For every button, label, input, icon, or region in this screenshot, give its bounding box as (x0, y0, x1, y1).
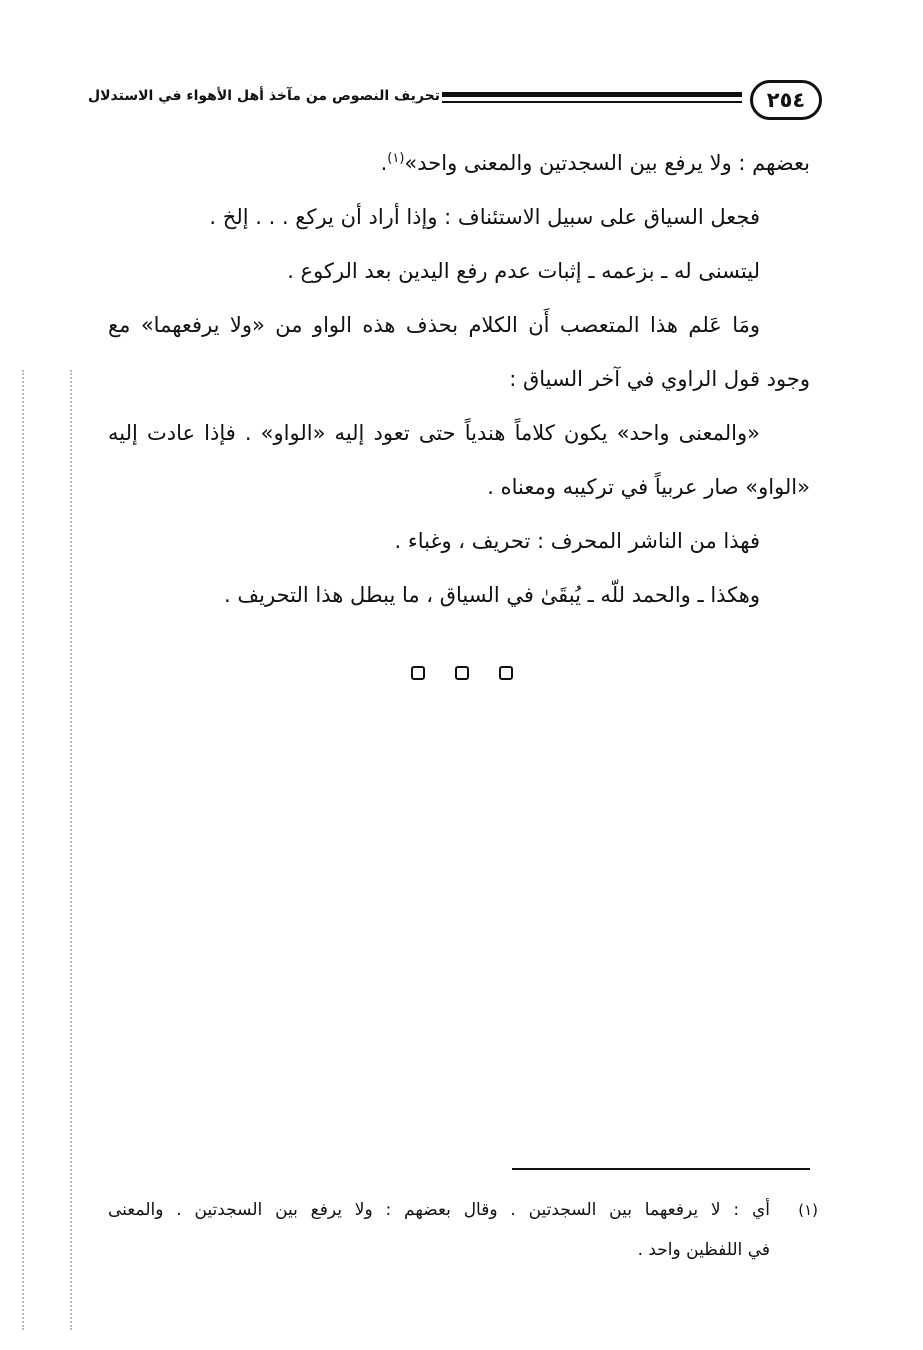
footnote-number: (١) (798, 1201, 818, 1219)
left-margin-dots (22, 370, 24, 1330)
footnote-line-2: في اللفظين واحد . (637, 1240, 770, 1260)
footnote-rule (512, 1168, 810, 1170)
footnote (108, 1190, 818, 1270)
body-line-7: «الواو» صار عربياً في تركيبه ومعناه . (487, 475, 810, 499)
page-number: ٢٥٤ (766, 88, 806, 112)
footnote-line-1: أي : لا يرفعهما بين السجدتين . وقال بعضهم : ولا يرفع بين السجدتين . والمعنى (108, 1200, 770, 1220)
body-line-9: وهكذا ـ والحمد للّه ـ يُبقَىٰ في السياق ، ما يبطل هذا التحريف . (224, 583, 760, 607)
body-line-8: فهذا من الناشر المحرف : تحريف ، وغباء . (394, 529, 760, 553)
body-line-6: «والمعنى واحد» يكون كلاماً هندياً حتى تعود إليه «الواو» . فإذا عادت إليه (108, 421, 760, 445)
body-line-1-text: بعضهم : ولا يرفع بين السجدتين والمعنى واحد» (404, 151, 810, 175)
separator-box-icon (455, 666, 469, 680)
header-rule (442, 92, 742, 106)
header-rule-thin (442, 101, 742, 103)
body-text (108, 136, 810, 622)
body-line-1 (108, 136, 810, 190)
body-line-1-end: . (380, 151, 388, 175)
footnote-row (108, 1190, 818, 1270)
footnote-text (108, 1190, 770, 1270)
separator-box-icon (499, 666, 513, 680)
section-separator (0, 666, 923, 680)
body-line-3: ليتسنى له ـ بزعمه ـ إثبات عدم رفع اليدين بعد الركوع . (287, 259, 760, 283)
left-margin-dots-inner (70, 370, 72, 1330)
running-title: تحريف النصوص من مآخذ أهل الأهواء في الاستدلال (87, 88, 440, 104)
separator-box-icon (411, 666, 425, 680)
body-line-4: ومَا عَلم هذا المتعصب أَن الكلام بحذف هذه الواو من «ولا يرفعهما» مع (108, 313, 760, 337)
header-rule-thick (442, 92, 742, 97)
page-number-badge (750, 80, 822, 120)
footnote-reference: (١) (387, 151, 405, 166)
body-line-2: فجعل السياق على سبيل الاستئناف : وإذا أراد أن يركع . . . إلخ . (209, 205, 760, 229)
body-line-5: وجود قول الراوي في آخر السياق : (509, 367, 810, 391)
page-header (87, 80, 822, 126)
